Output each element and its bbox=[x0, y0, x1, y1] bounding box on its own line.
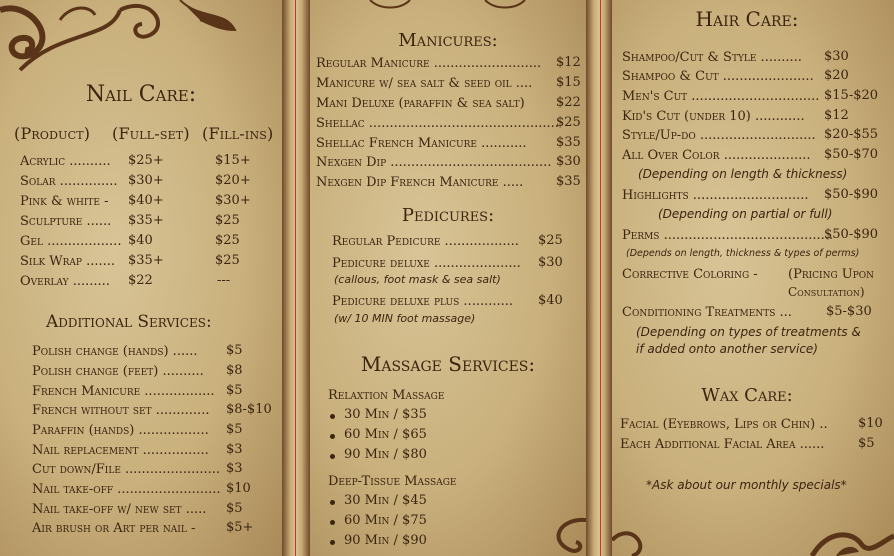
nail-row-name: Overlay ......... bbox=[20, 274, 110, 289]
divider-line bbox=[600, 0, 601, 556]
perms-price: $50-$90 bbox=[824, 227, 879, 242]
manicure-name: Manicure w/ sea salt & seed oil .... bbox=[316, 76, 533, 91]
hair-service-name: All Over Color ..................... bbox=[622, 148, 811, 163]
hair-service-price: $30 bbox=[824, 49, 849, 64]
nail-care-title: Nail Care: bbox=[85, 82, 197, 107]
perms-name: Perms ......................................... bbox=[622, 228, 834, 243]
manicure-name: Nexgen Dip ....................................... bbox=[316, 155, 552, 170]
massage-option: 30 Min / $35 bbox=[344, 407, 427, 422]
hair-service-name: Shampoo/Cut & Style .......... bbox=[622, 50, 802, 65]
additional-services-title: Additional Services: bbox=[46, 312, 212, 332]
perms-note: (Depends on length, thickness & types of perms) bbox=[626, 248, 860, 259]
header-fill-ins: (Fill-ins) bbox=[202, 124, 274, 143]
wax-care-title: Wax Care: bbox=[701, 385, 793, 406]
hair-service-price: $50-$70 bbox=[824, 147, 879, 162]
service-price: $3 bbox=[226, 461, 243, 476]
color-note: (Depending on length & thickness) bbox=[638, 167, 848, 181]
wax-service-name: Each Additional Facial Area ...... bbox=[620, 437, 825, 452]
massage-option: 90 Min / $80 bbox=[344, 447, 427, 462]
manicure-name: Shellac .............................................. bbox=[316, 116, 559, 131]
nail-row-full: $22 bbox=[128, 273, 153, 288]
wax-service-price: $10 bbox=[858, 416, 883, 431]
hair-service-name: Style/Up-do ............................ bbox=[622, 128, 816, 143]
nail-row-full: $35+ bbox=[128, 213, 164, 228]
manicure-price: $35 bbox=[556, 174, 581, 189]
nail-care-panel bbox=[0, 0, 282, 556]
service-price: $8 bbox=[226, 363, 243, 378]
service-price: $5+ bbox=[226, 520, 254, 535]
bullet-icon bbox=[330, 520, 335, 525]
pedicures-title: Pedicures: bbox=[401, 205, 495, 226]
nail-row-name: Gel .................. bbox=[20, 234, 122, 249]
conditioning-price: $5-$30 bbox=[826, 304, 872, 319]
pedicure-price: $40 bbox=[538, 293, 563, 308]
hair-service-name: Men's Cut ............................... bbox=[622, 89, 820, 104]
ornament-swirl-icon bbox=[540, 510, 586, 556]
hair-wax-panel bbox=[612, 0, 894, 556]
hair-service-price: $12 bbox=[824, 108, 849, 123]
service-price: $5 bbox=[226, 383, 243, 398]
manicure-price: $12 bbox=[556, 55, 581, 70]
nail-row-full: $40 bbox=[128, 233, 153, 248]
manicure-price: $15 bbox=[556, 75, 581, 90]
nail-row-full: $30+ bbox=[128, 173, 164, 188]
conditioning-note: (Depending on types of treatments & bbox=[636, 325, 861, 339]
manicure-price: $35 bbox=[556, 135, 581, 150]
highlights-note: (Depending on partial or full) bbox=[658, 207, 833, 221]
wax-service-name: Facial (Eyebrows, Lips or Chin) .. bbox=[620, 417, 828, 432]
nail-row-fill: --- bbox=[217, 273, 231, 288]
service-name: French Manicure ................. bbox=[32, 384, 215, 399]
wax-service-price: $5 bbox=[858, 436, 875, 451]
nail-row-full: $35+ bbox=[128, 253, 164, 268]
nail-row-fill: $25 bbox=[215, 233, 240, 248]
nail-row-full: $25+ bbox=[128, 153, 164, 168]
hair-service-name: Kid's Cut (under 10) ............ bbox=[622, 109, 805, 124]
nail-row-full: $40+ bbox=[128, 193, 164, 208]
nail-row-fill: $15+ bbox=[215, 153, 251, 168]
corrective-coloring-name: Corrective Coloring - bbox=[622, 267, 758, 282]
manicures-title: Manicures: bbox=[398, 30, 498, 51]
massage-option: 60 Min / $75 bbox=[344, 513, 427, 528]
fold-left bbox=[282, 0, 310, 556]
nail-row-fill: $25 bbox=[215, 213, 240, 228]
nail-row-fill: $20+ bbox=[215, 173, 251, 188]
bullet-icon bbox=[330, 414, 335, 419]
service-name: Polish change (hands) ...... bbox=[32, 344, 198, 359]
conditioning-note: if added onto another service) bbox=[636, 342, 818, 356]
service-price: $10 bbox=[226, 481, 251, 496]
service-price: $8-$10 bbox=[226, 402, 272, 417]
hair-service-name: Shampoo & Cut ...................... bbox=[622, 69, 814, 84]
nail-row-name: Acrylic .......... bbox=[20, 154, 111, 169]
manicure-price: $30 bbox=[556, 154, 581, 169]
service-name: Nail take-off ......................... bbox=[32, 482, 221, 497]
manicure-name: Regular Manicure .......................... bbox=[316, 56, 542, 71]
hair-service-price: $15-$20 bbox=[824, 88, 879, 103]
specials-note: *Ask about our monthly specials* bbox=[646, 478, 847, 492]
manicure-name: Nexgen Dip French Manicure ..... bbox=[316, 175, 524, 190]
service-price: $3 bbox=[226, 442, 243, 457]
service-price: $5 bbox=[226, 501, 243, 516]
deep-tissue-massage-title: Deep-Tissue Massage bbox=[328, 474, 457, 489]
massage-services-title: Massage Services: bbox=[360, 352, 536, 376]
corrective-coloring-price: (Pricing Upon bbox=[788, 267, 875, 282]
service-name: Paraffin (hands) ................. bbox=[32, 423, 209, 438]
fold-right bbox=[586, 0, 612, 556]
pedicure-note: (callous, foot mask & sea salt) bbox=[334, 273, 501, 286]
conditioning-name: Conditioning Treatments ... bbox=[622, 305, 792, 320]
manicure-massage-panel bbox=[310, 0, 586, 556]
hair-service-price: $20-$55 bbox=[824, 127, 879, 142]
relaxation-massage-title: Relaxtion Massage bbox=[328, 388, 445, 403]
bullet-icon bbox=[330, 500, 335, 505]
massage-option: 90 Min / $90 bbox=[344, 533, 427, 548]
service-price: $5 bbox=[226, 422, 243, 437]
hair-care-title: Hair Care: bbox=[695, 7, 799, 31]
massage-option: 30 Min / $45 bbox=[344, 493, 427, 508]
service-name: French without set ............. bbox=[32, 403, 210, 418]
manicure-price: $25 bbox=[556, 115, 581, 130]
manicure-price: $22 bbox=[556, 95, 581, 110]
pedicure-name: Pedicure deluxe plus ............ bbox=[332, 294, 514, 309]
service-name: Nail replacement ................ bbox=[32, 443, 209, 458]
service-name: Nail take-off w/ new set ..... bbox=[32, 502, 207, 517]
bullet-icon bbox=[330, 454, 335, 459]
bullet-icon bbox=[330, 540, 335, 545]
manicure-name: Shellac French Manicure ........... bbox=[316, 136, 527, 151]
ornament-swirl-icon bbox=[310, 0, 586, 14]
manicure-name: Mani Deluxe (paraffin & sea salt) bbox=[316, 96, 525, 111]
service-name: Cut down/File ....................... bbox=[32, 462, 221, 477]
pedicure-name: Pedicure deluxe ..................... bbox=[332, 256, 521, 271]
nail-row-fill: $25 bbox=[215, 253, 240, 268]
highlights-name: Highlights ............................ bbox=[622, 188, 809, 203]
service-name: Air brush or Art per nail - bbox=[32, 521, 196, 536]
ornament-swirl-icon bbox=[0, 0, 240, 80]
nail-row-fill: $30+ bbox=[215, 193, 251, 208]
divider-line bbox=[295, 0, 296, 556]
nail-row-name: Sculpture ...... bbox=[20, 214, 112, 229]
nail-row-name: Pink & white - bbox=[20, 194, 109, 209]
service-name: Polish change (feet) .......... bbox=[32, 364, 204, 379]
bullet-icon bbox=[330, 434, 335, 439]
highlights-price: $50-$90 bbox=[824, 187, 879, 202]
header-product: (Product) bbox=[14, 124, 91, 143]
pedicure-name: Regular Pedicure .................. bbox=[332, 234, 519, 249]
pedicure-price: $30 bbox=[538, 255, 563, 270]
nail-row-name: Solar .............. bbox=[20, 174, 118, 189]
header-full-set: (Full-set) bbox=[112, 124, 190, 143]
corrective-coloring-price: Consultation) bbox=[788, 285, 865, 299]
hair-service-price: $20 bbox=[824, 68, 849, 83]
pedicure-note: (w/ 10 MIN foot massage) bbox=[334, 312, 476, 325]
massage-option: 60 Min / $65 bbox=[344, 427, 427, 442]
nail-row-name: Silk Wrap ....... bbox=[20, 254, 116, 269]
pedicure-price: $25 bbox=[538, 233, 563, 248]
ornament-swirl-icon bbox=[612, 500, 894, 556]
service-price: $5 bbox=[226, 343, 243, 358]
